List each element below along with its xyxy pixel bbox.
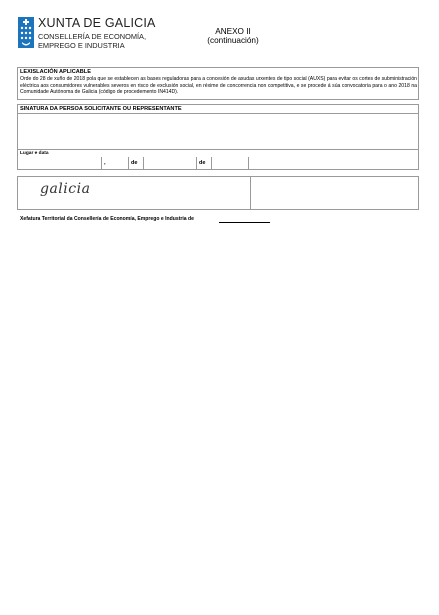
place-field-divider — [101, 157, 102, 170]
department-line-2: EMPREGO E INDUSTRIA — [38, 41, 125, 50]
annex-subtitle: (continuación) — [207, 36, 259, 45]
footer-text: Xefatura Territorial da Consellería de Economía, Emprego e Industria de — [20, 216, 194, 222]
legislation-title: LEXISLACIÓN APLICABLE — [20, 69, 91, 75]
place-date-label: Lugar e data — [20, 151, 49, 156]
stamp-box-right — [250, 176, 419, 210]
day-field-divider — [128, 157, 129, 170]
place-date-comma: , — [104, 160, 106, 166]
signature-title: SINATURA DA PERSOA SOLICITANTE OU REPRESENTANTE — [20, 106, 182, 112]
signature-divider-top — [17, 113, 419, 114]
year-field-divider-right — [248, 157, 249, 170]
date-separator-2: de — [199, 160, 206, 166]
year-field-divider-left — [211, 157, 212, 170]
footer-blank-line — [219, 222, 270, 223]
xunta-logo-icon — [18, 17, 34, 48]
legislation-text: Orde do 28 de xuño de 2018 pola que se establecen as bases reguladoras para a concesión de axudas urxentes de tipo social (AUXS) para evitar os cortes de subministración eléctrica aos consumidores vulnerables severos en risco de exclusión social, en réxime de concorrencia non competitiva, e se procede á súa convocatoria para o ano 2018 na Comunidade Autónoma de Galicia (código de procedemento IN414D). — [20, 76, 417, 96]
department-line-1: CONSELLERÍA DE ECONOMÍA, — [38, 32, 147, 41]
month-field-divider-left — [143, 157, 144, 170]
month-field-divider-right — [196, 157, 197, 170]
organization-name: XUNTA DE GALICIA — [38, 16, 156, 30]
date-separator-1: de — [131, 160, 138, 166]
galicia-logo: galicia — [40, 181, 91, 197]
signature-divider-bottom — [17, 149, 419, 150]
annex-title: ANEXO II — [215, 27, 251, 36]
